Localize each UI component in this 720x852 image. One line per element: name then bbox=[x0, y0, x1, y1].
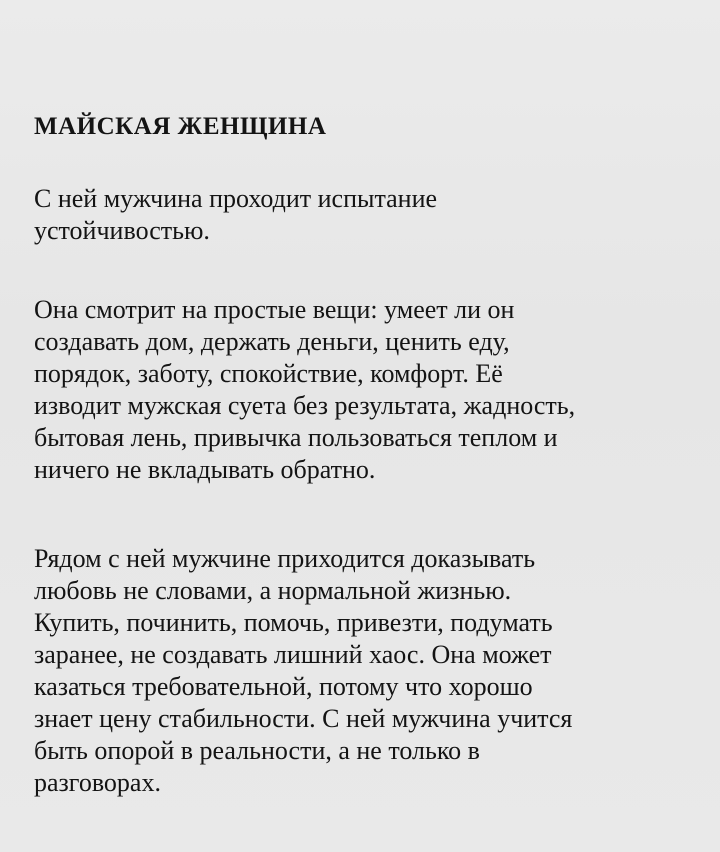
paragraph-3 bbox=[34, 543, 572, 799]
text-line: изводит мужская суета без результата, жадность, bbox=[34, 391, 576, 420]
paragraph-1 bbox=[34, 183, 437, 247]
document-title: МАЙСКАЯ ЖЕНЩИНА bbox=[34, 113, 327, 140]
text-line: заранее, не создавать лишний хаос. Она может bbox=[34, 640, 552, 669]
paragraph-2 bbox=[34, 294, 575, 486]
text-line: порядок, заботу, спокойствие, комфорт. Её bbox=[34, 359, 503, 388]
text-line: Рядом с ней мужчине приходится доказывать bbox=[34, 544, 536, 573]
text-line: любовь не словами, а нормальной жизнью. bbox=[34, 576, 512, 605]
text-line: казаться требовательной, потому что хорошо bbox=[34, 672, 533, 701]
text-line: создавать дом, держать деньги, ценить еду, bbox=[34, 327, 510, 356]
text-line: быть опорой в реальности, а не только в bbox=[34, 736, 480, 765]
text-line: Купить, починить, помочь, привезти, подумать bbox=[34, 608, 553, 637]
text-line: бытовая лень, привычка пользоваться теплом и bbox=[34, 423, 558, 452]
text-line: Она смотрит на простые вещи: умеет ли он bbox=[34, 295, 515, 324]
text-line: знает цену стабильности. С ней мужчина учится bbox=[34, 704, 573, 733]
text-line: ничего не вкладывать обратно. bbox=[34, 455, 376, 484]
text-line: устойчивостью. bbox=[34, 216, 210, 245]
text-line: С ней мужчина проходит испытание bbox=[34, 184, 438, 213]
text-line: разговорах. bbox=[34, 768, 161, 797]
